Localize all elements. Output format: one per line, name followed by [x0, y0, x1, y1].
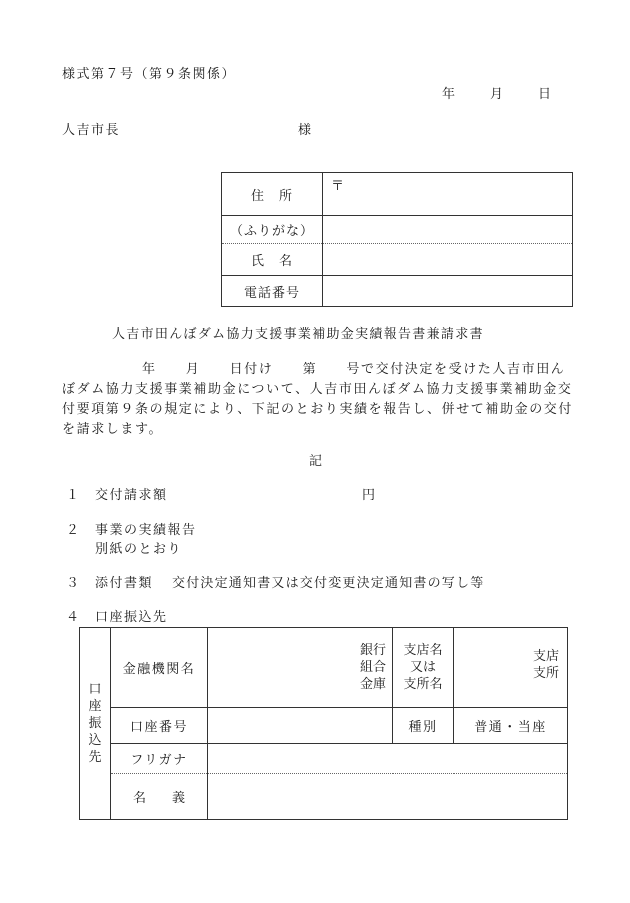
date-month: 月 [490, 87, 504, 102]
item4-number: ４ [66, 610, 80, 625]
item2-number: ２ [66, 523, 80, 538]
address-label: 住 所 [222, 173, 323, 216]
branch-types[interactable]: 支店 支所 [454, 628, 568, 708]
furigana-cell[interactable] [323, 216, 573, 244]
side-label: 口 座 振 込 先 [80, 628, 111, 820]
date-year: 年 [442, 87, 456, 102]
addressee-honorific: 様 [298, 123, 312, 138]
phone-label: 電話番号 [222, 276, 323, 307]
furigana-label: （ふりがな） [222, 216, 323, 244]
address-cell[interactable] [323, 173, 573, 216]
name-cell[interactable] [323, 244, 573, 276]
item1-unit: 円 [362, 488, 376, 503]
body-paragraph [62, 360, 574, 440]
furigana-bank-label: フリガナ [111, 744, 208, 774]
item1-number: １ [66, 488, 80, 503]
applicant-table [221, 172, 573, 307]
name-label: 氏 名 [222, 244, 323, 276]
addressee-name: 人吉市長 [62, 123, 121, 138]
furigana-bank-cell[interactable] [208, 744, 568, 774]
institution-types[interactable]: 銀行 組合 金庫 [208, 628, 393, 708]
item2-sub: 別紙のとおり [95, 542, 183, 557]
holder-label: 名 義 [111, 774, 208, 820]
item3-number: ３ [66, 576, 80, 591]
body-line-start: 年 月 日付け 第 号で交付決定を受けた人吉市 [142, 362, 537, 377]
postal-mark: 〒 [331, 179, 345, 194]
form-number: 様式第７号（第９条関係） [62, 67, 237, 82]
account-number-label: 口座番号 [111, 708, 208, 744]
institution-label: 金融機関名 [111, 628, 208, 708]
type-label: 種別 [393, 708, 454, 744]
date-day: 日 [538, 87, 552, 102]
account-number-cell[interactable] [208, 708, 393, 744]
document-title: 人吉市田んぼダム協力支援事業補助金実績報告書兼請求書 [112, 327, 484, 342]
ki-mark: 記 [309, 454, 323, 469]
item2-label: 事業の実績報告 [95, 523, 197, 538]
item1-label: 交付請求額 [95, 488, 168, 503]
item3-label: 添付書類 [95, 576, 154, 591]
item4-label: 口座振込先 [95, 610, 168, 625]
bank-table [79, 627, 568, 820]
branch-label: 支店名 又は 支所名 [393, 628, 454, 708]
holder-cell[interactable] [208, 774, 568, 820]
body-rest: 田んぼダム協力支援事業補助金について、人吉市田んぼダム協力支援事業補助金交付要項第９条の規定により、下記のとおり実績を報告し、併せて補助金の交付を請求します。 [62, 362, 574, 437]
type-value[interactable]: 普通・当座 [454, 708, 568, 744]
phone-cell[interactable] [323, 276, 573, 307]
item3-text: 交付決定通知書又は交付変更決定通知書の写し等 [172, 576, 485, 591]
